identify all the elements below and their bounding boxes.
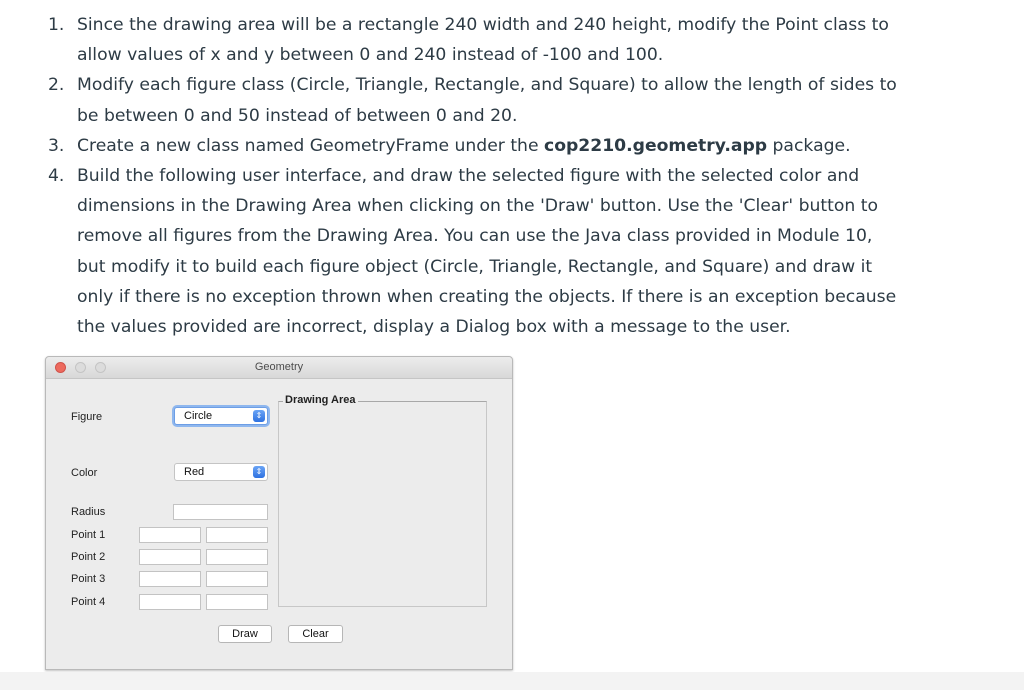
instruction-line: be between 0 and 50 instead of between 0 and 20. <box>77 105 518 126</box>
instruction-item <box>48 10 928 70</box>
radius-label: Radius <box>71 506 106 518</box>
instruction-line: only if there is no exception thrown when creating the objects. If there is an exception because <box>77 286 897 307</box>
radius-input[interactable] <box>173 504 268 520</box>
instruction-number: 2. <box>48 75 65 96</box>
point1-x-input[interactable] <box>139 527 201 543</box>
figure-select-value: Circle <box>184 410 213 422</box>
point3-y-input[interactable] <box>206 571 268 587</box>
point4-label: Point 4 <box>71 596 106 608</box>
figure-select[interactable] <box>174 407 268 425</box>
window-title: Geometry <box>254 361 304 373</box>
geometry-window <box>45 356 513 670</box>
package-name: cop2210.geometry.app <box>544 135 768 156</box>
figure-label: Figure <box>71 411 103 423</box>
instruction-line: Since the drawing area will be a rectangle 240 width and 240 height, modify the Point class to <box>77 15 889 35</box>
point1-y-input[interactable] <box>206 527 268 543</box>
instructions-list <box>48 10 928 342</box>
point2-x-input[interactable] <box>139 549 201 565</box>
color-select[interactable] <box>174 463 268 481</box>
point2-y-input[interactable] <box>206 549 268 565</box>
clear-button[interactable]: Clear <box>288 625 343 643</box>
instruction-line: Build the following user interface, and draw the selected figure with the selected color and <box>77 166 860 187</box>
instruction-number: 1. <box>48 15 65 35</box>
point3-x-input[interactable] <box>139 571 201 587</box>
instruction-number: 4. <box>48 166 65 187</box>
updown-chevron-icon: ⇕ <box>253 410 265 422</box>
color-label: Color <box>71 467 98 479</box>
instruction-line: dimensions in the Drawing Area when clicking on the 'Draw' button. Use the 'Clear' button to <box>77 196 879 217</box>
instruction-text: Create a new class named GeometryFrame under the <box>77 135 544 156</box>
color-select-value: Red <box>184 466 205 478</box>
instruction-number: 3. <box>48 135 65 156</box>
instruction-item <box>48 131 928 161</box>
instruction-line: the values provided are incorrect, display a Dialog box with a message to the user. <box>77 317 791 338</box>
point4-x-input[interactable] <box>139 594 201 610</box>
instruction-line: remove all figures from the Drawing Area. You can use the Java class provided in Module 10, <box>77 226 873 247</box>
instruction-item <box>48 70 928 130</box>
updown-chevron-icon: ⇕ <box>253 466 265 478</box>
point3-label: Point 3 <box>71 573 106 585</box>
page-bottom-strip <box>0 672 1024 690</box>
instruction-line: allow values of x and y between 0 and 240 instead of -100 and 100. <box>77 45 664 66</box>
point4-y-input[interactable] <box>206 594 268 610</box>
drawing-area <box>278 394 487 607</box>
drawing-area-title: Drawing Area <box>285 394 356 406</box>
instruction-line: but modify it to build each figure object (Circle, Triangle, Rectangle, and Square) and draw it <box>77 256 873 277</box>
window-titlebar[interactable] <box>46 357 512 379</box>
instruction-item <box>48 161 928 342</box>
point1-label: Point 1 <box>71 529 106 541</box>
instruction-line: Modify each figure class (Circle, Triangle, Rectangle, and Square) to allow the length of sides to <box>77 75 897 96</box>
instruction-text: package. <box>767 135 851 156</box>
point2-label: Point 2 <box>71 551 106 563</box>
draw-button[interactable]: Draw <box>218 625 272 643</box>
